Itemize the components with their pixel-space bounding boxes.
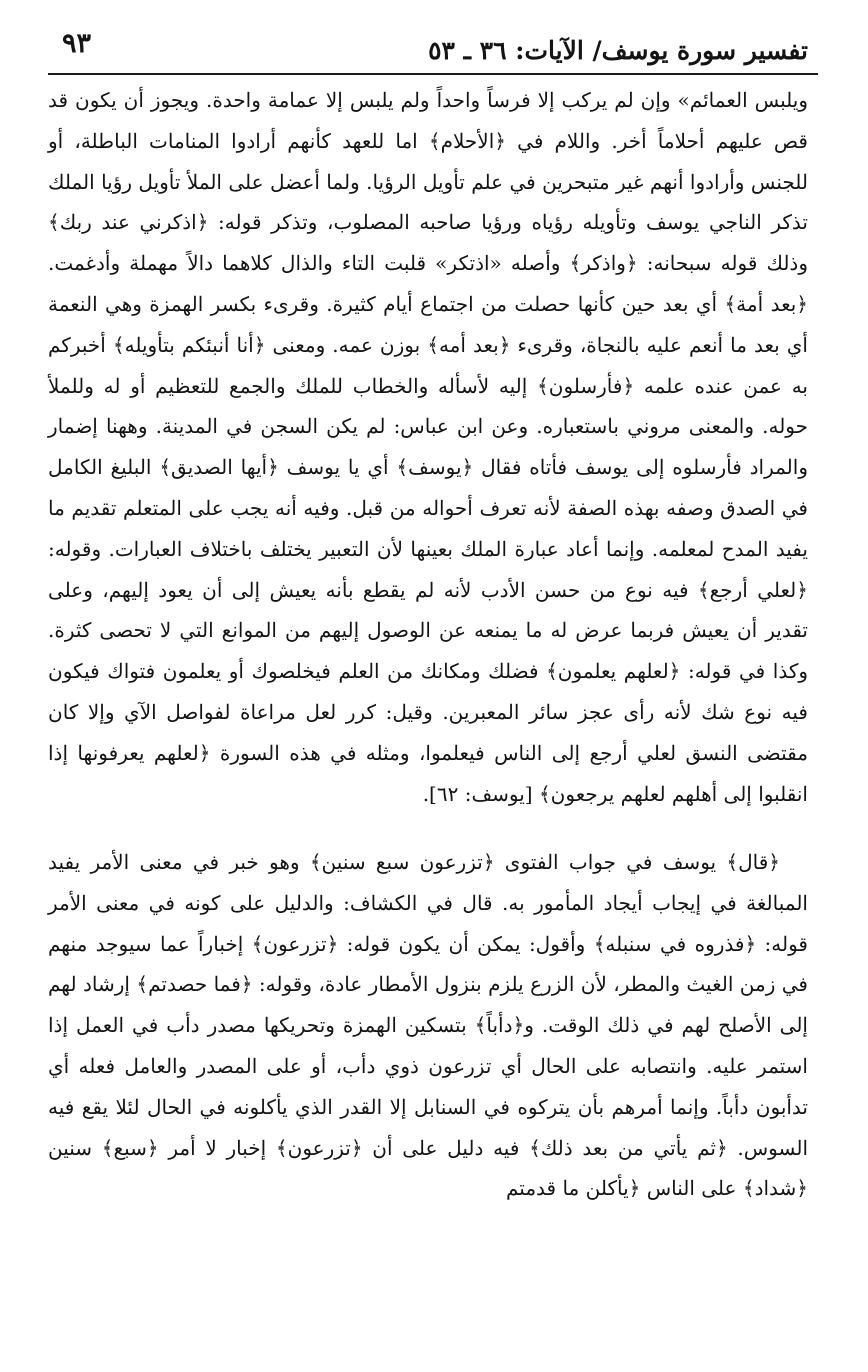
- paragraph-2-text: ﴿قال﴾ يوسف في جواب الفتوى ﴿تزرعون سبع سنين﴾ وهو خبر في معنى الأمر يفيد المبالغة في إيجاب أيجاد المأمور به. قال في الكشاف: والدليل على كونه في معنى الأمر قوله: ﴿فذروه في سنبله﴾ وأقول: يمكن أن يكون قوله: ﴿تزرعون﴾ إخباراً عما سيوجد منهم في زمن الغيث والمطر، لأن الزرع يلزم بنزول الأمطار عادة، وقوله: ﴿فما حصدتم﴾ إرشاد لهم إلى الأصلح لهم في ذلك الوقت. و﴿دأباً﴾ بتسكين الهمزة وتحريكها مصدر دأب في العمل إذا استمر عليه. وانتصابه على الحال أي تزرعون ذوي دأب، أو على المصدر والعامل فعله أي تدأبون دأباً. وإنما أمرهم بأن يتركوه في السنابل إلا القدر الذي يأكلونه في الحال لئلا يقع فيه السوس. ﴿ثم يأتي من بعد ذلك﴾ فيه دليل على أن ﴿تزرعون﴾ إخبار لا أمر ﴿سبع﴾ سنين ﴿شداد﴾ على الناس ﴿يأكلن ما قدمتم: [48, 850, 808, 1201]
- page-header: [48, 26, 808, 72]
- header-divider: [48, 73, 818, 75]
- page-number: ٩٣: [62, 28, 92, 59]
- paragraph-2: [48, 842, 808, 1209]
- paragraph-1-text: ويلبس العمائم» وإن لم يركب إلا فرساً واحداً ولم يلبس إلا عمامة واحدة. ويجوز أن يكون قد قص عليهم أحلاماً أخر. واللام في ﴿الأحلام﴾ اما للعهد كأنهم أرادوا المنامات الباطلة، أو للجنس وأرادوا أنهم غير متبحرين في علم تأويل الرؤيا. ولما أعضل على الملأ تأويل رؤيا الملك تذكر الناجي يوسف وتأويله رؤياه ورؤيا صاحبه المصلوب، وتذكر قوله: ﴿اذكرني عند ربك﴾ وذلك قوله سبحانه: ﴿واذكر﴾ وأصله «اذتكر» قلبت التاء والذال كلاهما دالاً مهملة وأدغمت. ﴿بعد أمة﴾ أي بعد حين كأنها حصلت من اجتماع أيام كثيرة. وقرىء بكسر الهمزة وهي النعمة أي بعد ما أنعم عليه بالنجاة، وقرىء ﴿بعد أمه﴾ بوزن عمه. ومعنى ﴿أنا أنبئكم بتأويله﴾ أخبركم به عمن عنده علمه ﴿فأرسلون﴾ إليه لأسأله والخطاب للملك والجمع للتعظيم أو له وللملأ حوله. والمعنى مروني باستعباره. وعن ابن عباس: لم يكن السجن في المدينة. وههنا إضمار والمراد فأرسلوه إلى يوسف فأتاه فقال ﴿يوسف﴾ أي يا يوسف ﴿أيها الصديق﴾ البليغ الكامل في الصدق وصفه بهذه الصفة لأنه تعرف أحواله من قبل. وفيه أنه يجب على المتعلم تقديم ما يفيد المدح لمعلمه. وإنما أعاد عبارة الملك بعينها لأن التعبير يختلف باختلاف العبارات. وقوله: ﴿لعلي أرجع﴾ فيه نوع من حسن الأدب لأنه لم يقطع بأنه يعيش إلى أن يعود إليهم، وعلى تقدير أن يعيش فربما عرض له ما يمنعه عن الوصول إليهم من الموانع التي لا تحصى كثرة. وكذا في قوله: ﴿لعلهم يعلمون﴾ فضلك ومكانك من العلم فيخلصوك أو يعلمون فتواك فيكون فيه نوع شك لأنه رأى عجز سائر المعبرين. وقيل: كرر لعل مراعاة لفواصل الآي وإلا كان مقتضى النسق لعلي أرجع إلى الناس فيعلموا، ومثله في هذه السورة ﴿لعلهم يعرفونها إذا انقلبوا إلى أهلهم لعلهم يرجعون﴾ [يوسف: ٦٢].: [48, 88, 808, 806]
- running-title: تفسير سورة يوسف/ الآيات: ٣٦ ـ ٥٣: [428, 36, 808, 65]
- paragraph-1: [48, 80, 808, 814]
